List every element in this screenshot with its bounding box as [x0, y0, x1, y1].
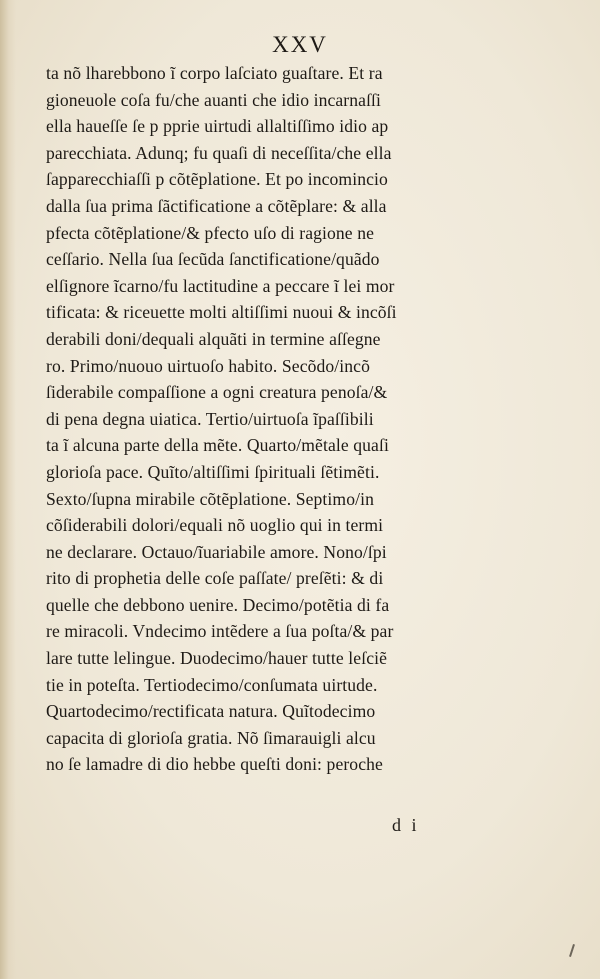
text-line: ſapparecchiaſſi p cõtẽplatione. Et po incomincio	[46, 169, 388, 190]
text-line: di pena degna uiatica. Tertio/uirtuoſa ĩpaſſibili	[46, 408, 374, 429]
text-line: gioneuole coſa fu/che auanti che idio incarnaſſi	[46, 89, 382, 110]
text-line: quelle che debbono uenire. Decimo/potẽtia di fa	[46, 594, 390, 615]
text-line: elſignore ĩcarno/fu lactitudine a peccare ĩ lei mor	[46, 275, 395, 296]
text-line: ne declarare. Octauo/ĩuariabile amore. Nono/ſpi	[46, 541, 387, 562]
text-line: no ſe lamadre di dio hebbe queſti doni: peroche	[46, 754, 383, 775]
text-line: derabili doni/dequali alquãti in termine aſſegne	[46, 328, 381, 349]
text-line: ella haueſſe ſe p pprie uirtudi allaltiſſimo idio ap	[46, 116, 389, 137]
body-text	[46, 60, 476, 778]
text-line: glorioſa pace. Quĩto/altiſſimi ſpirituali ſẽtimẽti.	[46, 461, 380, 482]
text-line: ceſſario. Nella ſua ſecũda ſanctificatione/quãdo	[46, 249, 380, 270]
text-line: cõſiderabili dolori/equali nõ uoglio qui in termi	[46, 515, 384, 536]
catchword: d i	[392, 815, 420, 835]
gutter-shadow	[0, 0, 16, 979]
text-line: pfecta cõtẽplatione/& pfecto uſo di ragione ne	[46, 222, 374, 243]
text-line: dalla ſua prima ſãctificatione a cõtẽplare: & alla	[46, 195, 387, 216]
text-line: capacita di glorioſa gratia. Nõ ſimarauigli alcu	[46, 727, 376, 748]
text-line: ſiderabile compaſſione a ogni creatura penoſa/&	[46, 382, 388, 403]
page-number: XXV	[272, 32, 328, 57]
text-line: tie in poteſta. Tertiodecimo/conſumata uirtude.	[46, 674, 378, 695]
text-line: lare tutte lelingue. Duodecimo/hauer tutte leſciẽ	[46, 648, 388, 669]
text-line: Quartodecimo/rectificata natura. Quĩtodecimo	[46, 701, 376, 722]
text-line: rito di prophetia delle coſe paſſate/ preſẽti: & di	[46, 568, 384, 589]
text-line: Sexto/ſupna mirabile cõtẽplatione. Septimo/in	[46, 488, 374, 509]
text-line: ta ĩ alcuna parte della mẽte. Quarto/mẽtale quaſi	[46, 435, 389, 456]
text-line: ro. Primo/nuouo uirtuoſo habito. Secõdo/incõ	[46, 355, 370, 376]
text-line: parecchiata. Adunq; fu quaſi di neceſſita/che ella	[46, 142, 392, 163]
text-line: tificata: & riceuette molti altiſſimi nuoui & incõſi	[46, 302, 397, 323]
text-line: re miracoli. Vndecimo intẽdere a ſua poſta/& par	[46, 621, 394, 642]
text-line: ta nõ lharebbono ĩ corpo laſciato guaſtare. Et ra	[46, 63, 383, 83]
ink-mark	[569, 944, 575, 957]
